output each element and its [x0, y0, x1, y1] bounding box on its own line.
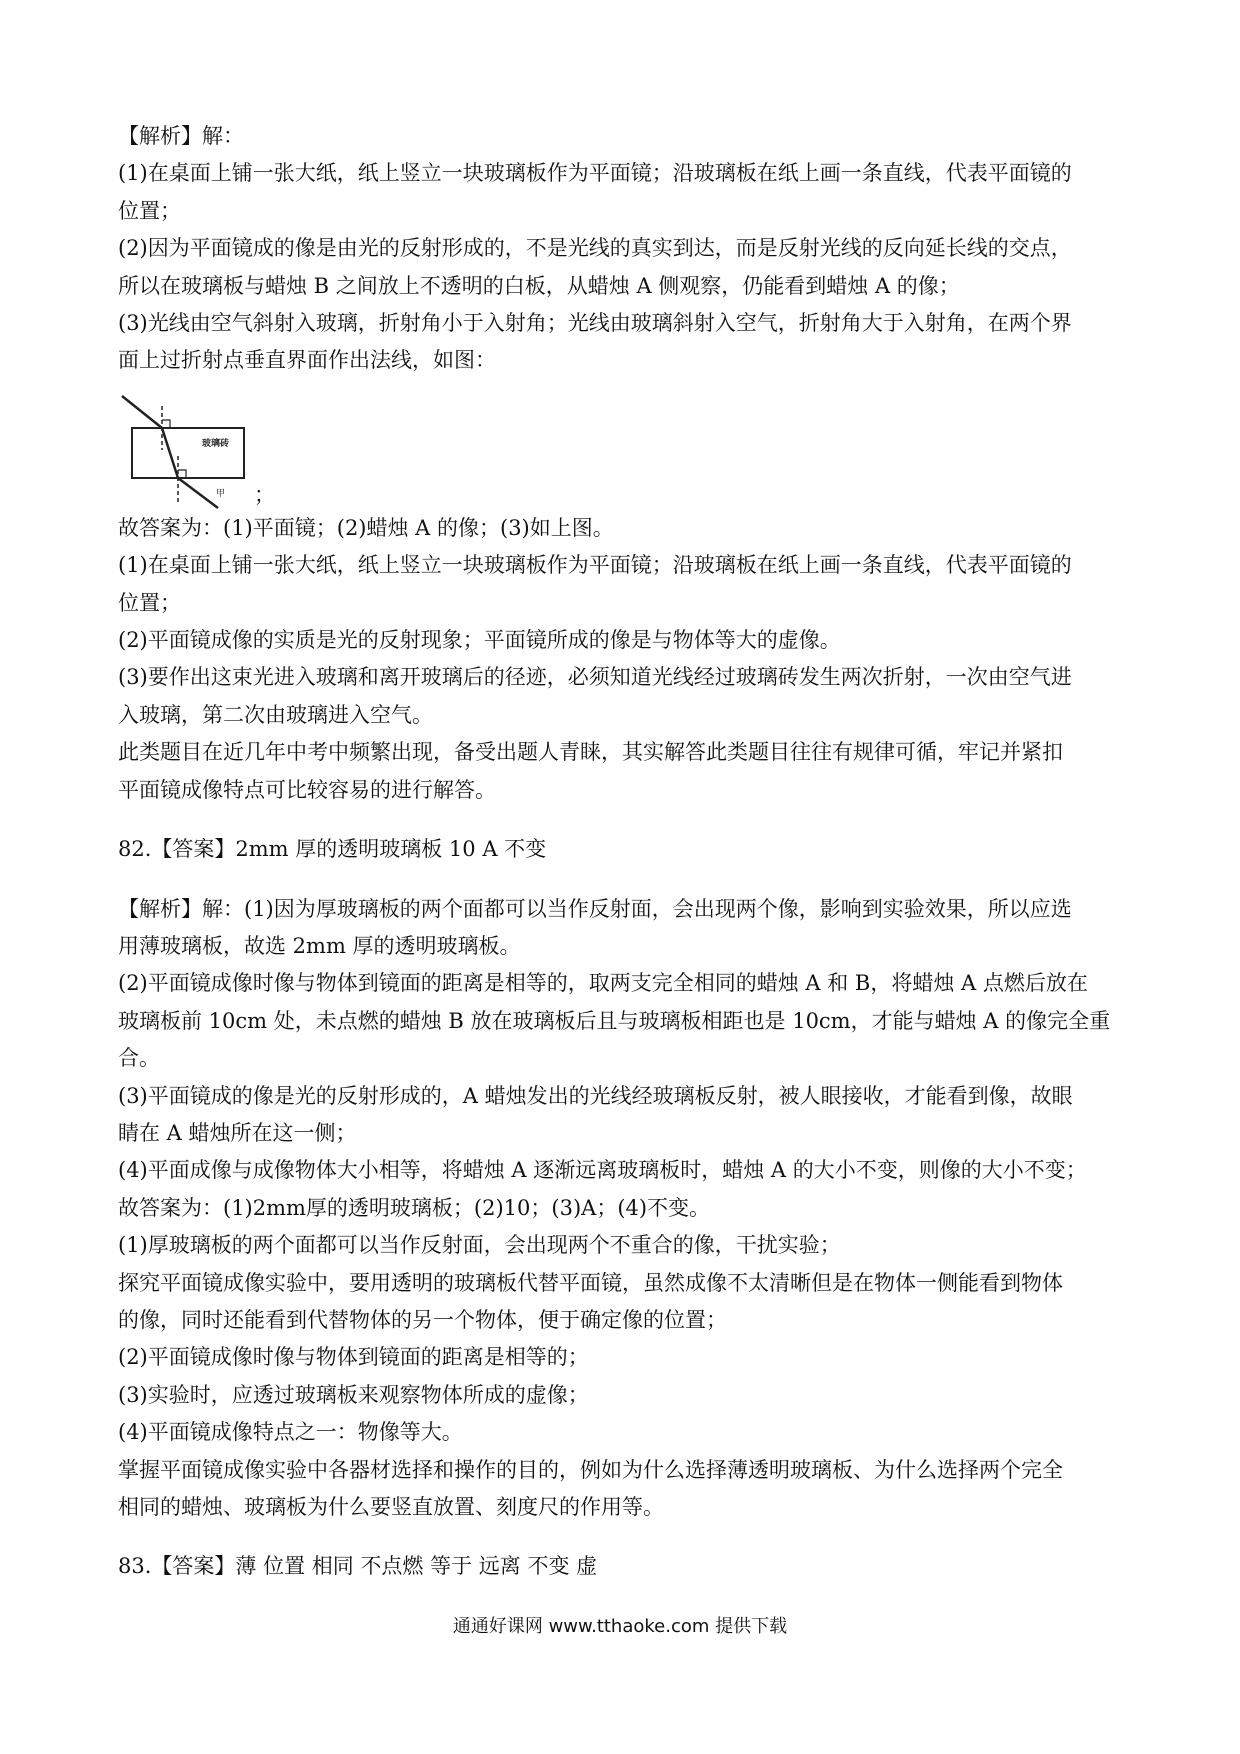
page-footer: 通通好课网 www.tthaoke.com 提供下载 [452, 1616, 788, 1637]
right-angle-mark [178, 470, 186, 478]
figure-trailing-punct: ； [254, 482, 275, 507]
text-line: (2)平面镜成像的实质是光的反射现象；平面镜所成的像是与物体等大的虚像。 [118, 628, 841, 653]
side-label: 甲 [216, 488, 226, 499]
text-line: 入玻璃，第二次由玻璃进入空气。 [118, 702, 433, 727]
text-line: 掌握平面镜成像实验中各器材选择和操作的目的，例如为什么选择薄透明玻璃板、为什么选择两个完全 [118, 1457, 1063, 1482]
text-line: (3)平面镜成的像是光的反射形成的，A 蜡烛发出的光线经玻璃板反射，被人眼接收，才能看到像，故眼 [118, 1083, 1073, 1108]
spacer [118, 809, 1122, 831]
text-line: 相同的蜡烛、玻璃板为什么要竖直放置、刻度尺的作用等。 [118, 1495, 664, 1519]
text-line: 【解析】解： [118, 124, 244, 148]
text-line: 睛在 A 蜡烛所在这一侧； [118, 1120, 357, 1145]
text-line: 探究平面镜成像实验中，要用透明的玻璃板代替平面镜，虽然成像不太清晰但是在物体一侧能看到物体 [118, 1270, 1063, 1295]
refraction-diagram [118, 392, 252, 510]
section1-after-lines [118, 510, 1122, 809]
text-line: 位置； [118, 198, 181, 223]
glass-block-label: 玻璃砖 [202, 438, 230, 449]
text-line: 所以在玻璃板与蜡烛 B 之间放上不透明的白板，从蜡烛 A 侧观察，仍能看到蜡烛 A 的像； [118, 273, 960, 298]
text-line: 故答案为：(1)平面镜；(2)蜡烛 A 的像；(3)如上图。 [118, 515, 614, 540]
text-line: (4)平面镜成像特点之一：物像等大。 [118, 1420, 463, 1445]
text-line: (1)在桌面上铺一张大纸，纸上竖立一块玻璃板作为平面镜；沿玻璃板在纸上画一条直线，代表平面镜的 [118, 161, 1072, 186]
text-line: 玻璃板前 10cm 处，未点燃的蜡烛 B 放在玻璃板后且与玻璃板相距也是 10cm，才能与蜡烛 A 的像完全重 [118, 1008, 1111, 1033]
text-line: (1)在桌面上铺一张大纸，纸上竖立一块玻璃板作为平面镜；沿玻璃板在纸上画一条直线，代表平面镜的 [118, 553, 1072, 578]
q82-answer: 82.【答案】2mm 厚的透明玻璃板 10 A 不变 [118, 837, 547, 862]
page-content [118, 118, 1122, 1586]
spacer [118, 869, 1122, 891]
q82-analysis [118, 891, 1122, 1527]
text-line: 故答案为：(1)2mm厚的透明玻璃板；(2)10；(3)A；(4)不变。 [118, 1195, 711, 1220]
emergent-ray [178, 478, 218, 508]
text-line: 的像，同时还能看到代替物体的另一个物体，便于确定像的位置； [118, 1307, 727, 1332]
text-line: 平面镜成像特点可比较容易的进行解答。 [118, 777, 496, 802]
text-line: 【解析】解：(1)因为厚玻璃板的两个面都可以当作反射面，会出现两个像，影响到实验效果，所以应选 [118, 896, 1072, 921]
incident-ray [122, 396, 162, 428]
refracted-ray [162, 428, 178, 478]
text-line: (1)厚玻璃板的两个面都可以当作反射面，会出现两个不重合的像，干扰实验； [118, 1233, 841, 1258]
text-line: 合。 [118, 1046, 160, 1071]
text-line: (3)光线由空气斜射入玻璃，折射角小于入射角；光线由玻璃斜射入空气，折射角大于入射角，在两个界 [118, 311, 1072, 336]
text-line: 用薄玻璃板，故选 2mm 厚的透明玻璃板。 [118, 933, 521, 958]
glass-block [132, 428, 244, 478]
text-line: 位置； [118, 590, 181, 615]
text-line: 面上过折射点垂直界面作出法线，如图： [118, 348, 496, 373]
refraction-figure-row [118, 382, 1122, 510]
section1-lines [118, 118, 1122, 380]
text-line: (2)平面镜成像时像与物体到镜面的距离是相等的； [118, 1345, 589, 1370]
text-line: (2)因为平面镜成的像是由光的反射形成的，不是光线的真实到达，而是反射光线的反向延长线的交点， [118, 236, 1072, 261]
text-line: 此类题目在近几年中考中频繁出现，备受出题人青睐，其实解答此类题目往往有规律可循，牢记并紧扣 [118, 740, 1063, 765]
text-line: (3)要作出这束光进入玻璃和离开玻璃后的径迹，必须知道光线经过玻璃砖发生两次折射，一次由空气进 [118, 665, 1072, 690]
spacer [118, 1526, 1122, 1548]
q83-answer: 83.【答案】薄 位置 相同 不点燃 等于 远离 不变 虚 [118, 1554, 598, 1579]
text-line: (3)实验时，应透过玻璃板来观察物体所成的虚像； [118, 1382, 589, 1407]
right-angle-mark [162, 420, 170, 428]
text-line: (2)平面镜成像时像与物体到镜面的距离是相等的，取两支完全相同的蜡烛 A 和 B，将蜡烛 A 点燃后放在 [118, 971, 1088, 996]
text-line: (4)平面成像与成像物体大小相等，将蜡烛 A 逐渐远离玻璃板时，蜡烛 A 的大小不变，则像的大小不变； [118, 1158, 1087, 1183]
